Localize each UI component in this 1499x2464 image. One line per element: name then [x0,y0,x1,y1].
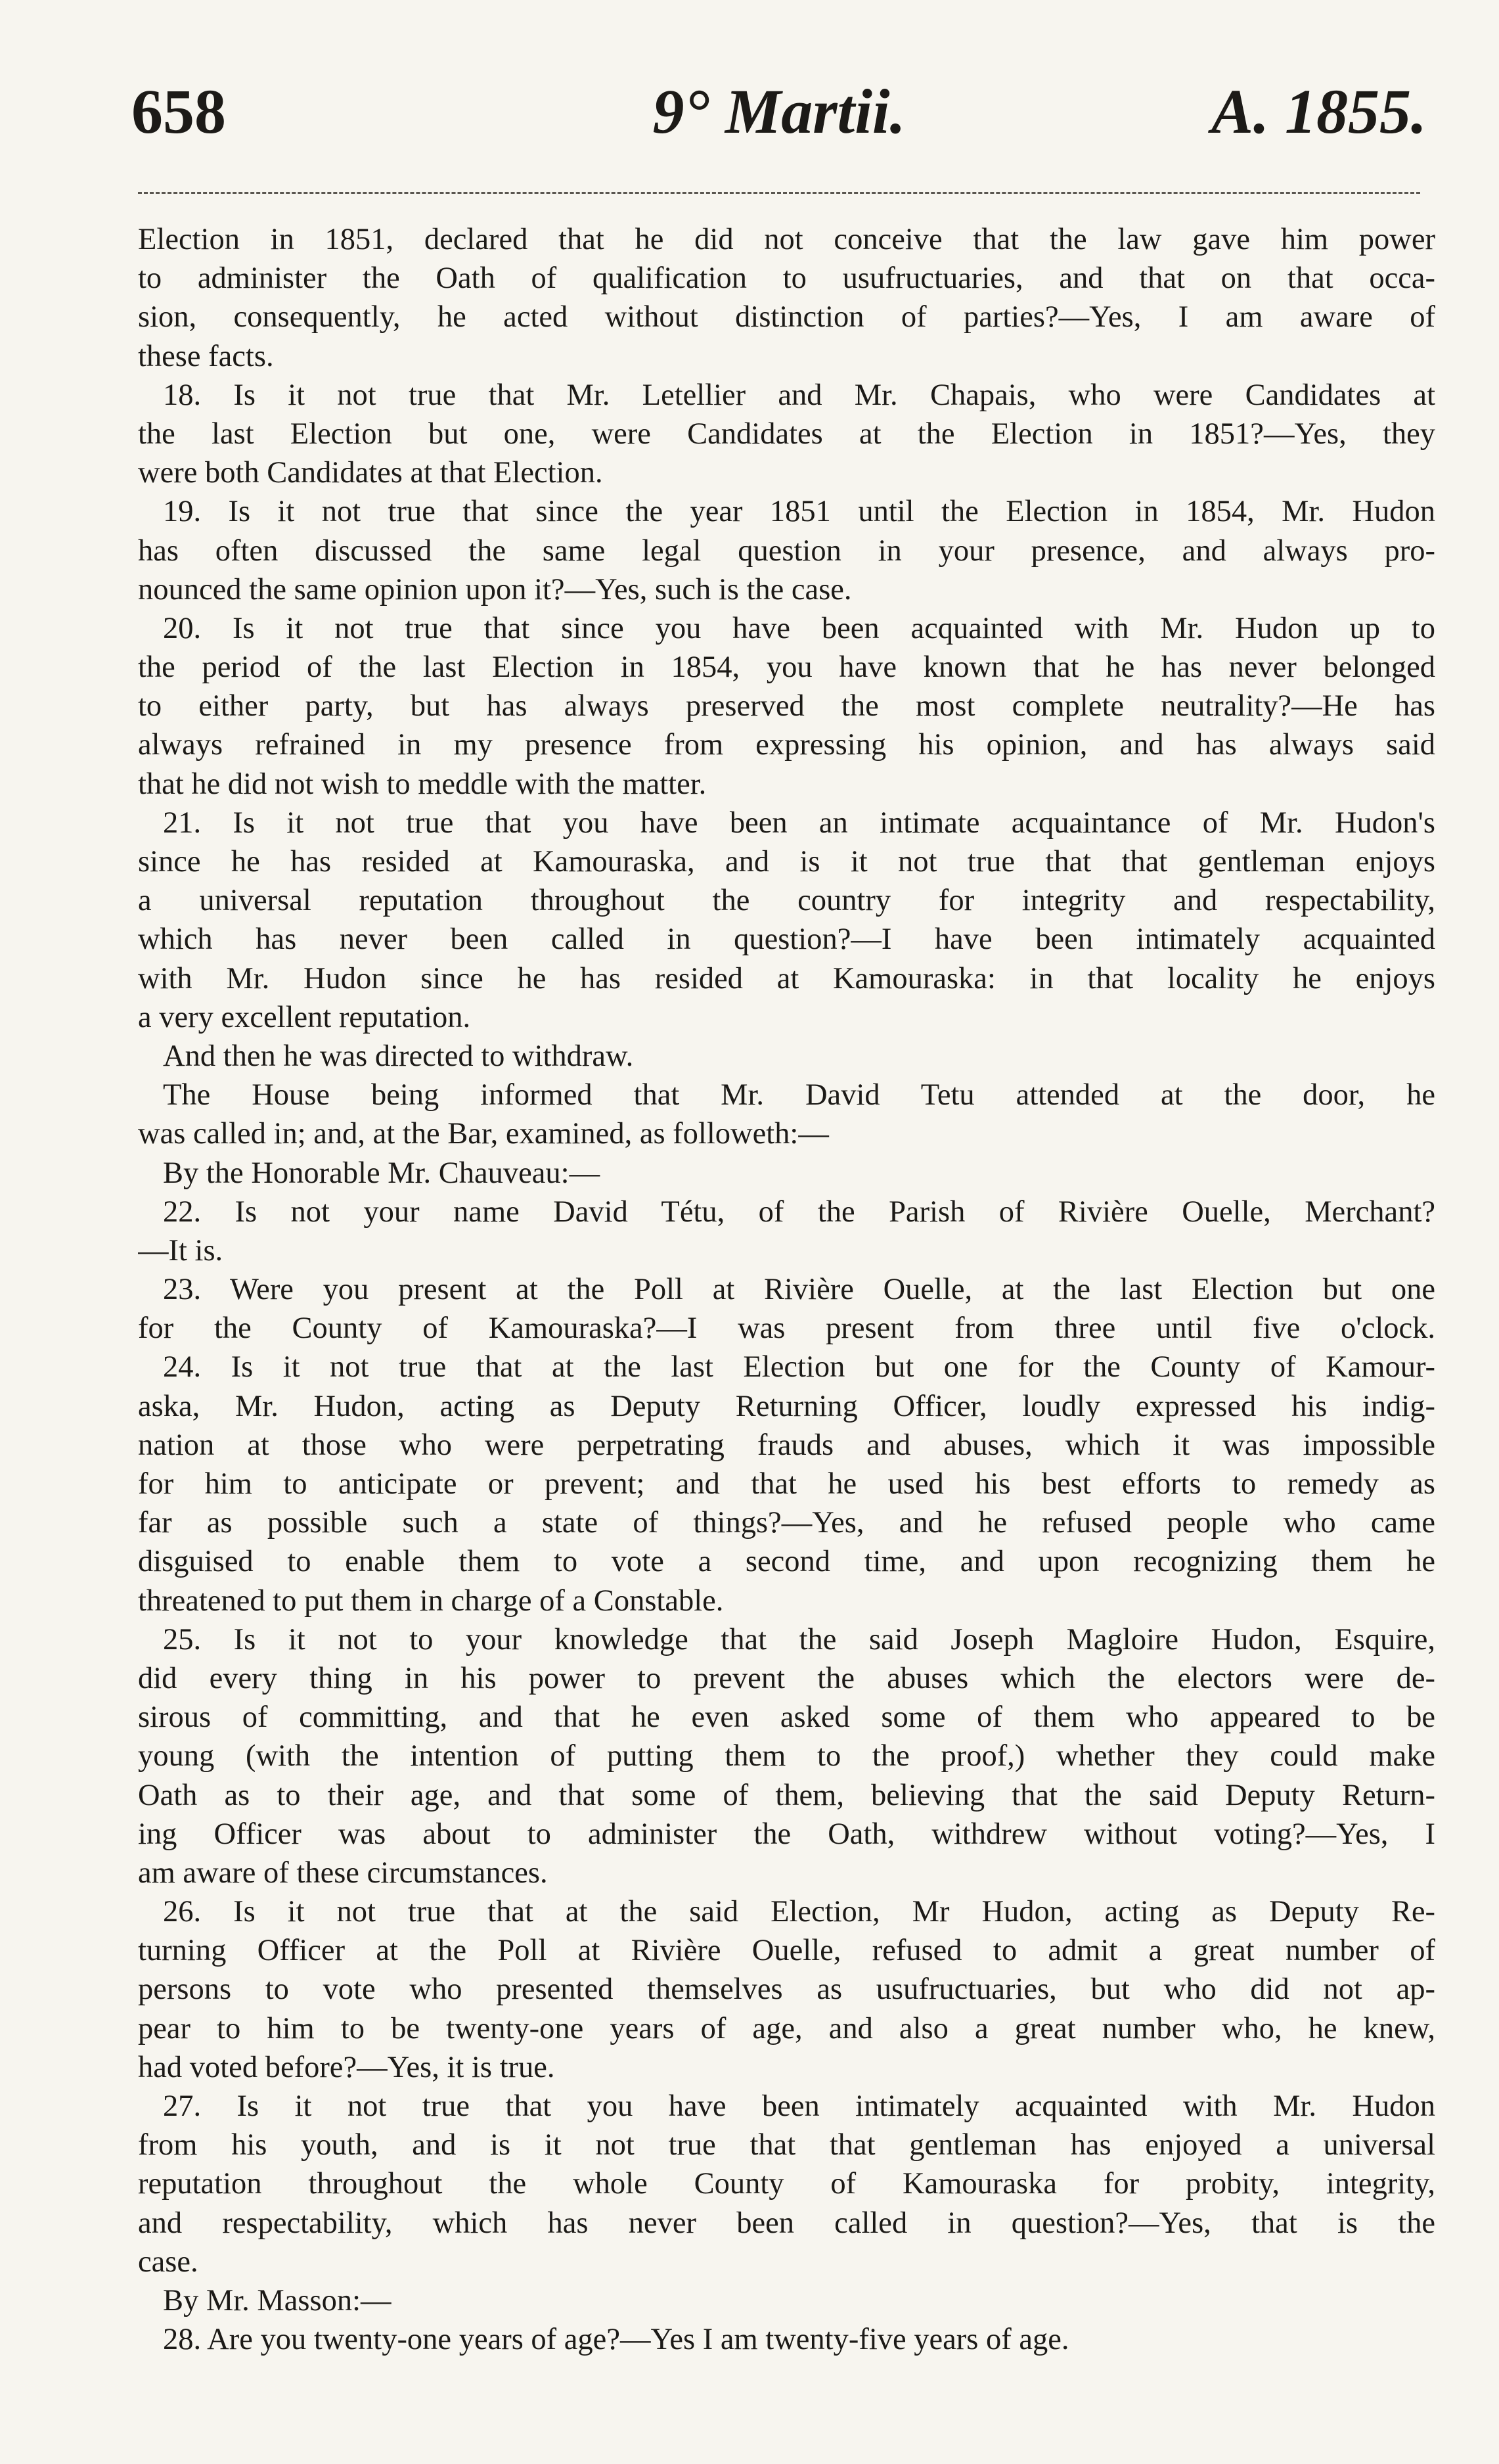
text-line: 22. Is not your name David Tétu, of the Parish of Rivière Ouelle, Merchant? [163,1195,1435,1229]
page-header [131,76,1427,174]
text-line: case. [138,2245,198,2279]
text-line: for the County of Kamouraska?—I was present from three until five o'clock. [138,1312,1435,1346]
text-line: 26. Is it not true that at the said Election, Mr Hudon, acting as Deputy Re- [163,1895,1435,1929]
text-line: far as possible such a state of things?—Yes, and he refused people who came [138,1506,1435,1540]
text-line: sirous of committing, and that he even asked some of them who appeared to be [138,1700,1435,1735]
text-line: nation at those who were perpetrating frauds and abuses, which it was impossible [138,1428,1435,1462]
text-line: for him to anticipate or prevent; and that he used his best efforts to remedy as [138,1467,1435,1501]
text-line: sion, consequently, he acted without distinction of parties?—Yes, I am aware of [138,300,1435,334]
text-line: turning Officer at the Poll at Rivière Ouelle, refused to admit a great number of [138,1934,1435,1968]
text-line: 23. Were you present at the Poll at Rivière Ouelle, at the last Election but one [163,1273,1435,1307]
text-line: the period of the last Election in 1854, you have known that he has never belonged [138,650,1435,685]
header-date: 9° Martii. [652,76,906,147]
text-line: ing Officer was about to administer the Oath, withdrew without voting?—Yes, I [138,1817,1435,1851]
text-line: a universal reputation throughout the country for integrity and respectability, [138,884,1435,918]
text-line: to either party, but has always preserved the most complete neutrality?—He has [138,689,1435,723]
text-line: 25. Is it not to your knowledge that the said Joseph Magloire Hudon, Esquire, [163,1622,1435,1656]
text-line: am aware of these circumstances. [138,1856,548,1890]
header-rule [138,192,1420,194]
text-line: young (with the intention of putting them to the proof,) whether they could make [138,1739,1435,1773]
text-line: 24. Is it not true that at the last Election but one for the County of Kamour- [163,1350,1435,1384]
text-line: disguised to enable them to vote a second time, and upon recognizing them he [138,1545,1435,1579]
text-line: since he has resided at Kamouraska, and is it not true that that gentleman enjoys [138,845,1435,878]
text-line: with Mr. Hudon since he has resided at Kamouraska: in that locality he enjoys [138,961,1435,995]
body-text [138,220,1435,2359]
text-line: had voted before?—Yes, it is true. [138,2050,555,2084]
text-line: And then he was directed to withdraw. [163,1039,634,1073]
text-line: which has never been called in question?—I have been intimately acquainted [138,923,1435,957]
text-line: and respectability, which has never been called in question?—Yes, that is the [138,2206,1435,2240]
text-line: the last Election but one, were Candidates at the Election in 1851?—Yes, they [138,417,1435,451]
text-line: always refrained in my presence from expressing his opinion, and has always said [138,728,1435,762]
text-line: —It is. [138,1233,223,1267]
text-line: 20. Is it not true that since you have been acquainted with Mr. Hudon up to [163,611,1435,645]
text-line: Election in 1851, declared that he did not conceive that the law gave him power [138,223,1435,256]
page-number: 658 [131,76,226,147]
text-line: these facts. [138,339,274,373]
text-line: from his youth, and is it not true that that gentleman has enjoyed a universal [138,2128,1435,2162]
text-line: a very excellent reputation. [138,1000,471,1034]
text-line: to administer the Oath of qualification to usufructuaries, and that on that occa- [138,262,1435,296]
text-line: 27. Is it not true that you have been intimately acquainted with Mr. Hudon [163,2089,1435,2123]
text-line: aska, Mr. Hudon, acting as Deputy Returning Officer, loudly expressed his indig- [138,1389,1435,1423]
text-line: did every thing in his power to prevent the abuses which the electors were de- [138,1661,1435,1695]
text-line: threatened to put them in charge of a Constable. [138,1584,724,1618]
text-line: pear to him to be twenty-one years of age, and also a great number who, he knew, [138,2011,1435,2045]
text-line: was called in; and, at the Bar, examined, as followeth:— [138,1117,829,1151]
text-line: reputation throughout the whole County of Kamouraska for probity, integrity, [138,2167,1435,2201]
text-line: persons to vote who presented themselves as usufructuaries, but who did not ap- [138,1973,1435,2007]
text-line: 21. Is it not true that you have been an intimate acquaintance of Mr. Hudon's [163,806,1435,840]
text-line: 18. Is it not true that Mr. Letellier and Mr. Chapais, who were Candidates at [163,378,1435,412]
text-line: 19. Is it not true that since the year 1851 until the Election in 1854, Mr. Hudon [163,495,1435,529]
text-line: were both Candidates at that Election. [138,456,603,490]
text-line: The House being informed that Mr. David Tetu attended at the door, he [163,1078,1435,1112]
header-year: A. 1855. [1211,76,1427,147]
text-line: nounced the same opinion upon it?—Yes, such is the case. [138,572,852,606]
text-line: Oath as to their age, and that some of them, believing that the said Deputy Return- [138,1778,1435,1812]
text-line: By the Honorable Mr. Chauveau:— [163,1156,600,1190]
text-line: 28. Are you twenty-one years of age?—Yes I am twenty-five years of age. [163,2323,1069,2357]
text-line: By Mr. Masson:— [163,2283,392,2317]
text-line: has often discussed the same legal question in your presence, and always pro- [138,534,1435,568]
text-line: that he did not wish to meddle with the matter. [138,767,707,801]
